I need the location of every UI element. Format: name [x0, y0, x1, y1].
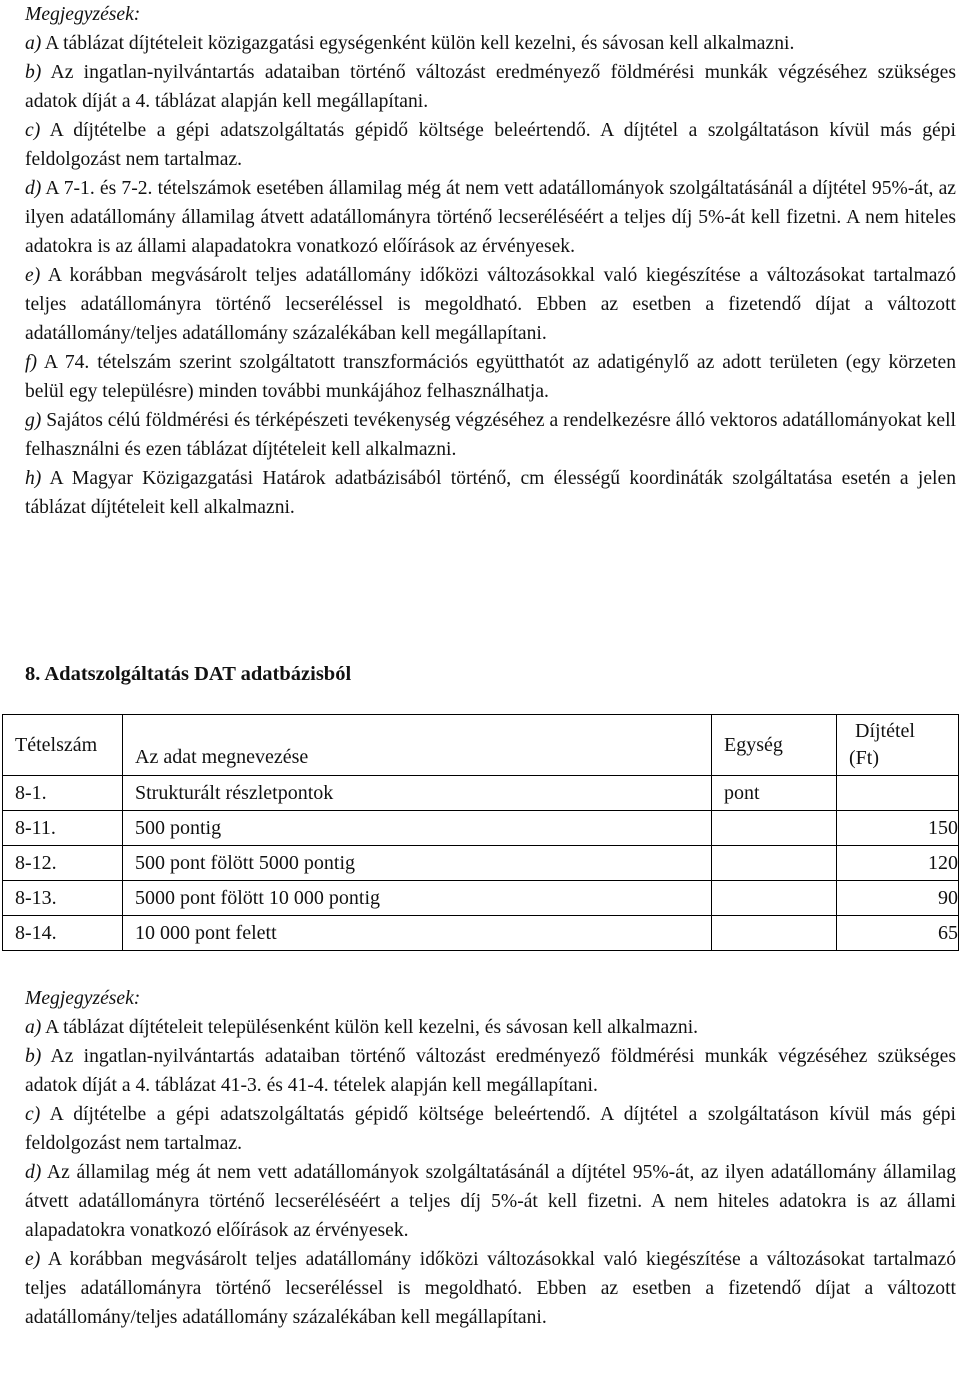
- note-label: e): [25, 265, 41, 286]
- notes-heading: Megjegyzések:: [25, 988, 141, 1009]
- cell-egyseg: [712, 846, 837, 881]
- note-label: b): [25, 1046, 42, 1067]
- note-label: c): [25, 1104, 41, 1125]
- cell-megnevezes: 500 pont fölött 5000 pontig: [123, 846, 712, 881]
- table-row: [3, 881, 959, 916]
- header-dijtetel-line1: Díjtétel: [855, 720, 915, 742]
- note-item: [25, 29, 956, 58]
- note-item: [25, 1042, 956, 1100]
- cell-tetelszam: 8-12.: [3, 846, 123, 881]
- notes-bottom: [25, 984, 956, 1332]
- note-label: c): [25, 120, 41, 141]
- note-text: A 7-1. és 7-2. tételszámok esetében államilag még át nem vett adatállományok szolgáltatásánál a díjtétel 95%-át, az ilyen adatállomány államilag átvett adatállományra történő lecseréléséért a teljes díj 5%-át kell fizetni. A nem hiteles adatokra is az állami alapadatokra vonatkozó előírások az érvényesek.: [25, 178, 956, 257]
- note-item: [25, 464, 956, 522]
- header-egyseg-text: Egység: [724, 733, 783, 756]
- note-text: A táblázat díjtételeit közigazgatási egységenként külön kell kezelni, és sávosan kell alkalmazni.: [41, 33, 795, 54]
- note-text: A táblázat díjtételeit településenként külön kell kezelni, és sávosan kell alkalmazni.: [41, 1017, 699, 1038]
- table-header-row: [3, 715, 959, 776]
- cell-dijtetel: 150: [837, 811, 959, 846]
- note-label: h): [25, 468, 42, 489]
- header-tetelszam: Tételszám: [3, 715, 123, 776]
- cell-megnevezes: Strukturált részletpontok: [123, 776, 712, 811]
- note-text: A Magyar Közigazgatási Határok adatbázisából történő, cm élességű koordináták szolgáltatása esetén a jelen táblázat díjtételeit kell alkalmazni.: [25, 468, 956, 518]
- note-label: f): [25, 352, 37, 373]
- note-text: A korábban megvásárolt teljes adatállomány időközi változásokkal való kiegészítése a változásokat tartalmazó teljes adatállományra történő lecseréléssel is megoldható. Ebben az esetben a fizetendő díjat a változott adatállomány/teljes adatállomány százalékában kell megállapítani.: [25, 1249, 956, 1328]
- cell-tetelszam: 8-1.: [3, 776, 123, 811]
- note-item: [25, 1013, 956, 1042]
- notes-heading: Megjegyzések:: [25, 4, 141, 25]
- note-item: [25, 174, 956, 261]
- note-text: A 74. tételszám szerint szolgáltatott transzformációs együtthatót az adatigénylő az adott területen (egy körzeten belül egy településre) minden további munkájához felhasználhatja.: [25, 352, 956, 402]
- note-label: d): [25, 178, 42, 199]
- cell-egyseg: [712, 811, 837, 846]
- header-dijtetel: [837, 715, 959, 776]
- note-text: Az államilag még át nem vett adatállományok szolgáltatásánál a díjtétel 95%-át, az ilyen adatállomány államilag átvett adatállományra történő lecseréléséért a teljes díj 5%-át kell fizetni. A nem hiteles adatokra is az állami alapadatokra vonatkozó előírások az érvényesek.: [25, 1162, 956, 1241]
- note-text: Az ingatlan-nyilvántartás adataiban történő változást eredményező földmérési munkák végzéséhez szükséges adatok díját a 4. táblázat alapján kell megállapítani.: [25, 62, 956, 112]
- table-row: [3, 811, 959, 846]
- note-label: e): [25, 1249, 41, 1270]
- note-item: [25, 1245, 956, 1332]
- cell-egyseg: [712, 881, 837, 916]
- note-item: [25, 348, 956, 406]
- cell-tetelszam: 8-11.: [3, 811, 123, 846]
- note-item: [25, 58, 956, 116]
- table-row: [3, 776, 959, 811]
- cell-dijtetel: 120: [837, 846, 959, 881]
- cell-egyseg: pont: [712, 776, 837, 811]
- note-label: b): [25, 62, 42, 83]
- note-item: [25, 1158, 956, 1245]
- note-item: [25, 116, 956, 174]
- table-row: [3, 916, 959, 951]
- header-egyseg: [712, 715, 837, 776]
- header-megnevezes: [123, 715, 712, 776]
- header-dijtetel-line2: (Ft): [849, 747, 879, 769]
- note-label: g): [25, 410, 42, 431]
- cell-egyseg: [712, 916, 837, 951]
- note-label: d): [25, 1162, 42, 1183]
- cell-megnevezes: 10 000 pont felett: [123, 916, 712, 951]
- note-item: [25, 261, 956, 348]
- cell-megnevezes: 5000 pont fölött 10 000 pontig: [123, 881, 712, 916]
- cell-megnevezes: 500 pontig: [123, 811, 712, 846]
- note-label: a): [25, 33, 42, 54]
- cell-tetelszam: 8-13.: [3, 881, 123, 916]
- fee-table: [2, 714, 959, 951]
- note-item: [25, 1100, 956, 1158]
- note-text: A díjtételbe a gépi adatszolgáltatás gépidő költsége beleértendő. A díjtétel a szolgáltatáson kívül más gépi feldolgozást nem tartalmaz.: [25, 1104, 956, 1154]
- cell-dijtetel: 65: [837, 916, 959, 951]
- cell-dijtetel: [837, 776, 959, 811]
- note-text: Az ingatlan-nyilvántartás adataiban történő változást eredményező földmérési munkák végzéséhez szükséges adatok díját a 4. táblázat 41-3. és 41-4. tételek alapján kell megállapítani.: [25, 1046, 956, 1096]
- cell-dijtetel: 90: [837, 881, 959, 916]
- table-row: [3, 846, 959, 881]
- note-item: [25, 406, 956, 464]
- header-megnevezes-text: Az adat megnevezése: [135, 745, 309, 768]
- notes-top: [25, 0, 956, 522]
- note-text: Sajátos célú földmérési és térképészeti tevékenység végzéséhez a rendelkezésre álló vektoros adatállományokat kell felhasználni és ezen táblázat díjtételeit kell alkalmazni.: [25, 410, 956, 460]
- section-title: 8. Adatszolgáltatás DAT adatbázisból: [25, 663, 352, 685]
- note-text: A díjtételbe a gépi adatszolgáltatás gépidő költsége beleértendő. A díjtétel a szolgáltatáson kívül más gépi feldolgozást nem tartalmaz.: [25, 120, 956, 170]
- cell-tetelszam: 8-14.: [3, 916, 123, 951]
- note-text: A korábban megvásárolt teljes adatállomány időközi változásokkal való kiegészítése a változásokat tartalmazó teljes adatállományra történő lecseréléssel is megoldható. Ebben az esetben a fizetendő díjat a változott adatállomány/teljes adatállomány százalékában kell megállapítani.: [25, 265, 956, 344]
- note-label: a): [25, 1017, 42, 1038]
